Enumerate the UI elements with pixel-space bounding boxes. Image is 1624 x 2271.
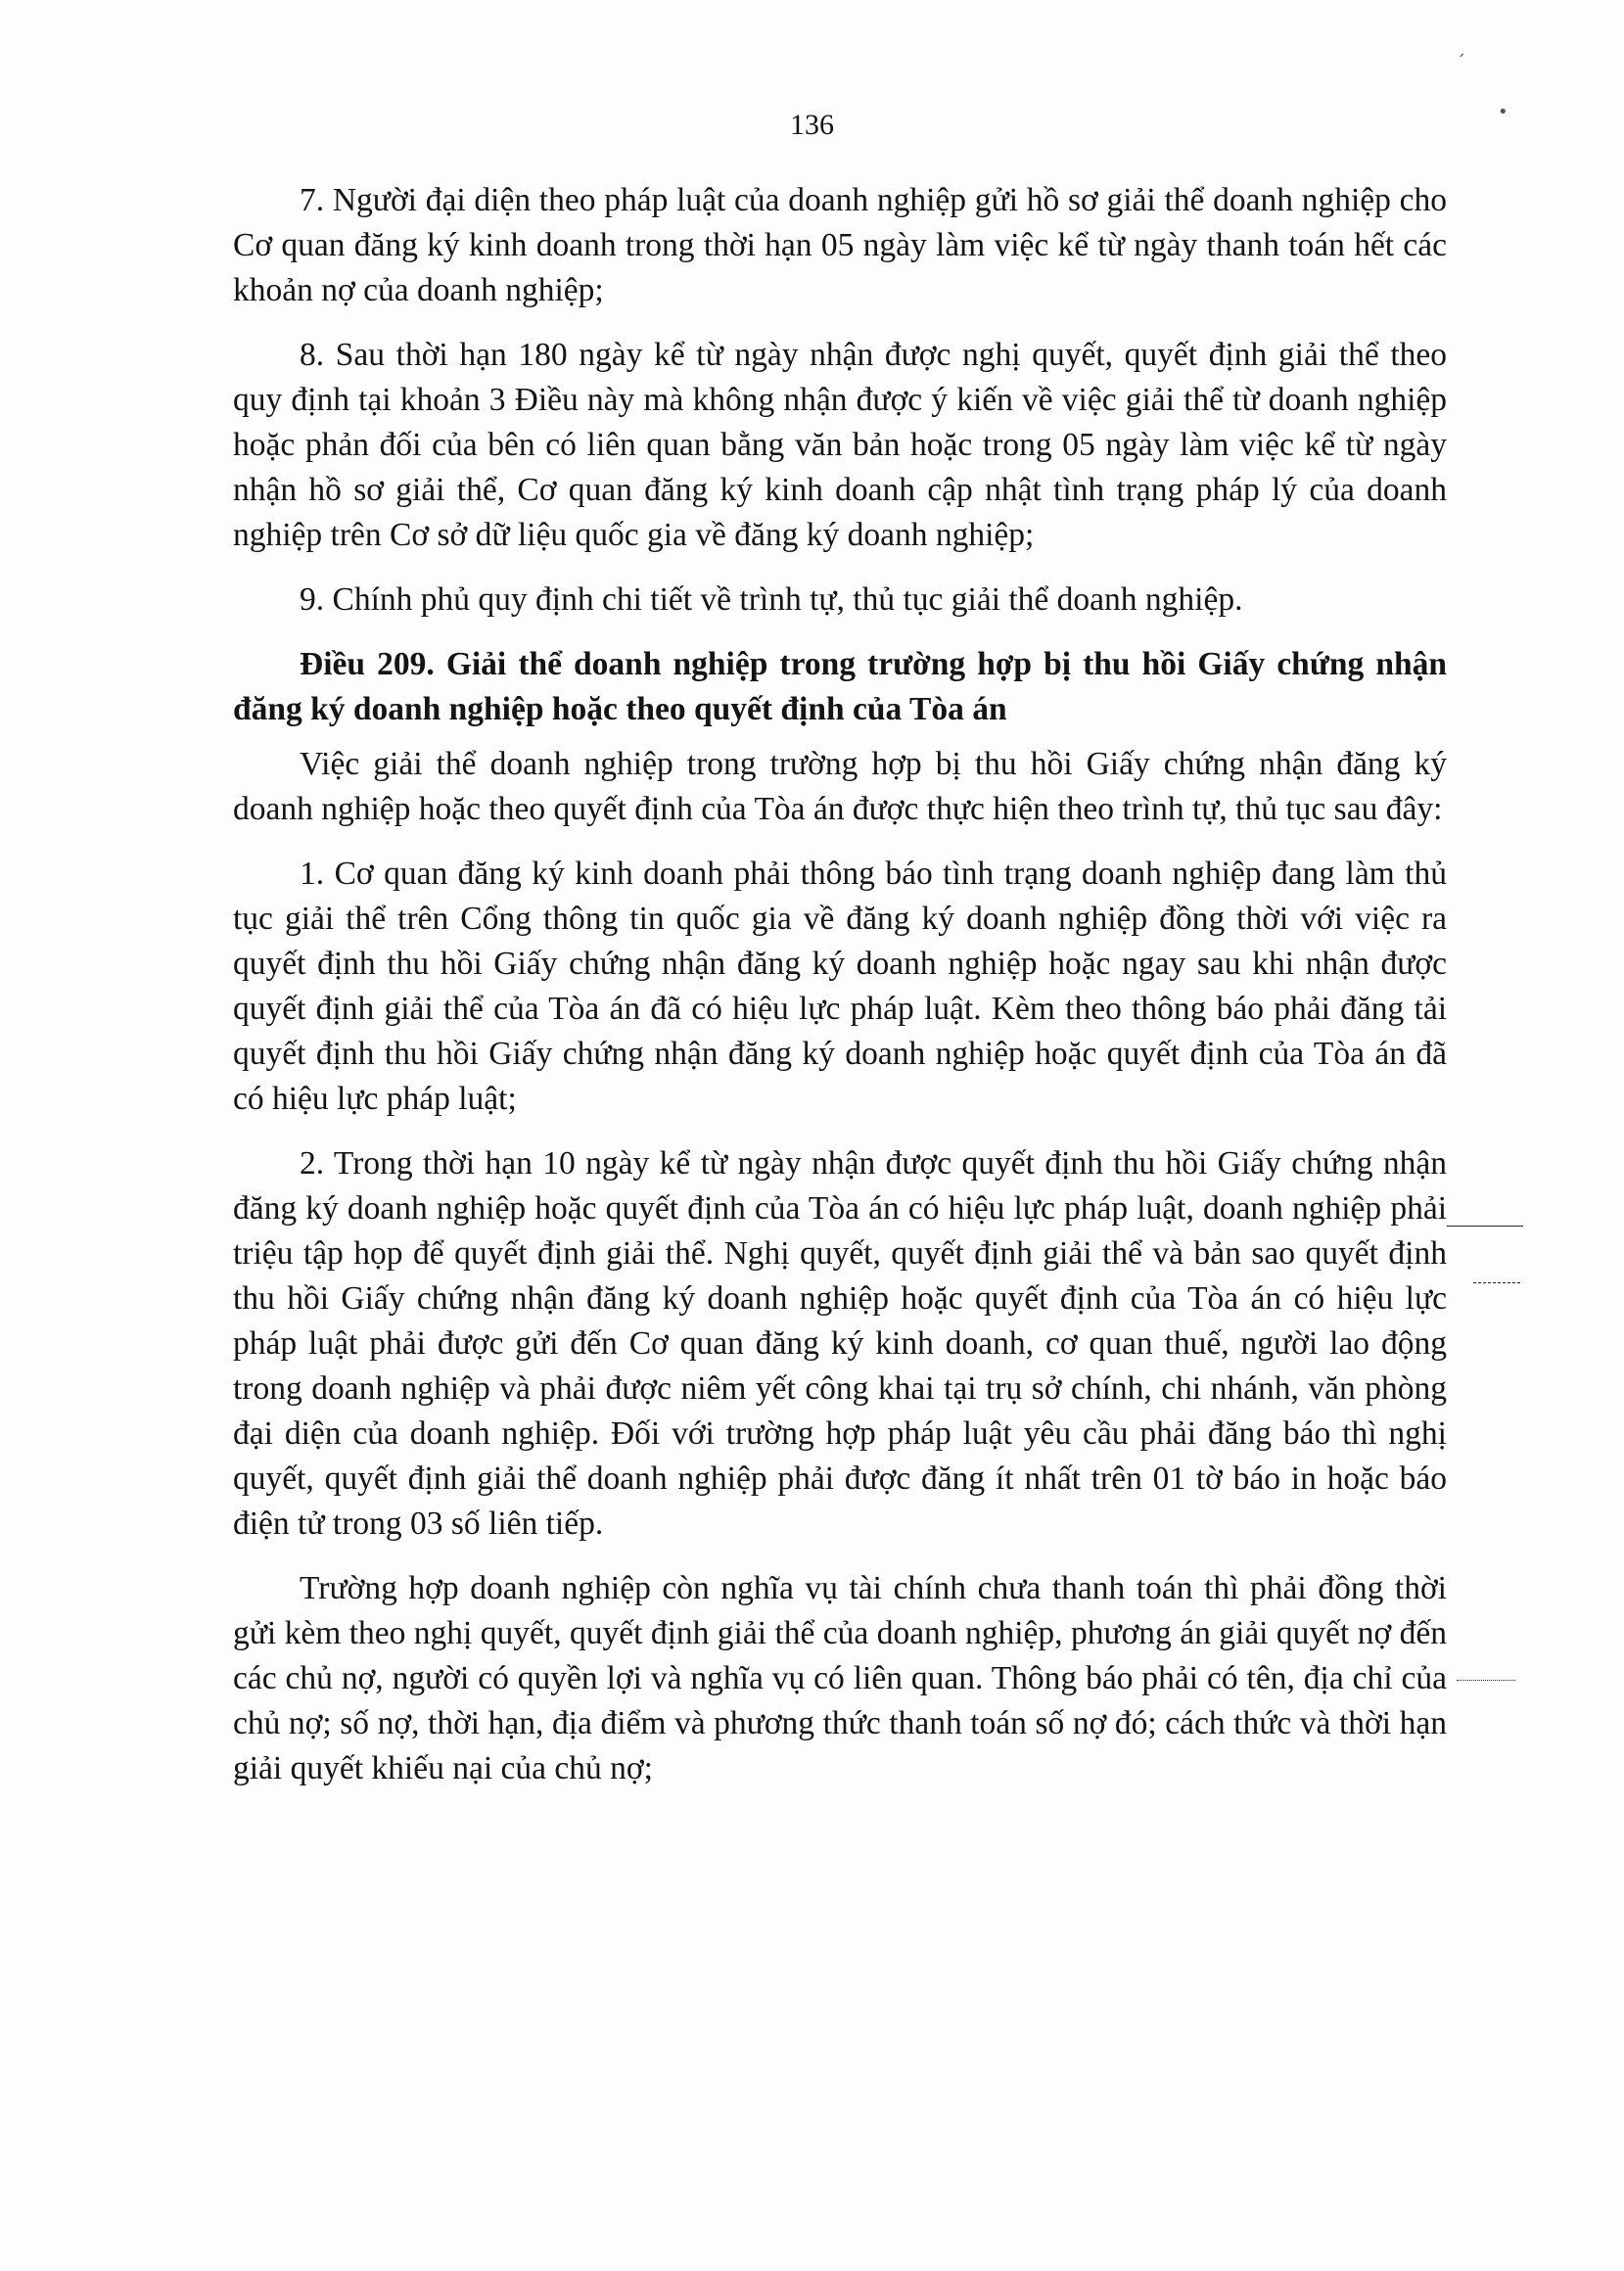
paragraph-intro: Việc giải thể doanh nghiệp trong trường hợp bị thu hồi Giấy chứng nhận đăng ký doanh nghiệp hoặc theo quyết định của Tòa án được thực hiện theo trình tự, thủ tục sau đây:	[233, 746, 1447, 827]
scan-speck: ˏ	[1457, 37, 1465, 58]
document-body	[233, 178, 1447, 1811]
article-label: Điều 209.	[300, 646, 435, 682]
margin-rule	[1447, 1226, 1523, 1227]
paragraph-clause-7: 7. Người đại diện theo pháp luật của doanh nghiệp gửi hồ sơ giải thể doanh nghiệp cho Cơ quan đăng ký kinh doanh trong thời hạn 05 ngày làm việc kể từ ngày thanh toán hết các khoản nợ của doanh nghiệp;	[233, 182, 1447, 308]
paragraph-clause-9: 9. Chính phủ quy định chi tiết về trình tự, thủ tục giải thể doanh nghiệp.	[300, 581, 1243, 618]
page-number: 136	[790, 109, 834, 141]
article-title: Giải thể doanh nghiệp trong trường hợp bị thu hồi Giấy chứng nhận đăng ký doanh nghiệp hoặc theo quyết định của Tòa án	[233, 646, 1448, 727]
article-heading	[233, 642, 1447, 732]
paragraph-clause-8: 8. Sau thời hạn 180 ngày kể từ ngày nhận được nghị quyết, quyết định giải thể theo quy định tại khoản 3 Điều này mà không nhận được ý kiến về việc giải thể từ doanh nghiệp hoặc phản đối của bên có liên quan bằng văn bản hoặc trong 05 ngày làm việc kể từ ngày nhận hồ sơ giải thể, Cơ quan đăng ký kinh doanh cập nhật tình trạng pháp lý của doanh nghiệp trên Cơ sở dữ liệu quốc gia về đăng ký doanh nghiệp;	[233, 337, 1447, 553]
margin-rule	[1473, 1282, 1520, 1283]
scan-speck: •	[1498, 102, 1508, 122]
margin-rule	[1457, 1680, 1515, 1681]
paragraph-clause-1: 1. Cơ quan đăng ký kinh doanh phải thông báo tình trạng doanh nghiệp đang làm thủ tục giải thể trên Cổng thông tin quốc gia về đăng ký doanh nghiệp đồng thời với việc ra quyết định thu hồi Giấy chứng nhận đăng ký doanh nghiệp hoặc ngay sau khi nhận được quyết định giải thể của Tòa án đã có hiệu lực pháp luật. Kèm theo thông báo phải đăng tải quyết định thu hồi Giấy chứng nhận đăng ký doanh nghiệp hoặc quyết định của Tòa án đã có hiệu lực pháp luật;	[233, 856, 1447, 1117]
paragraph-debt-case: Trường hợp doanh nghiệp còn nghĩa vụ tài chính chưa thanh toán thì phải đồng thời gửi kèm theo nghị quyết, quyết định giải thể của doanh nghiệp, phương án giải quyết nợ đến các chủ nợ, người có quyền lợi và nghĩa vụ có liên quan. Thông báo phải có tên, địa chỉ của chủ nợ; số nợ, thời hạn, địa điểm và phương thức thanh toán số nợ đó; cách thức và thời hạn giải quyết khiếu nại của chủ nợ;	[233, 1570, 1447, 1786]
paragraph-clause-2: 2. Trong thời hạn 10 ngày kể từ ngày nhận được quyết định thu hồi Giấy chứng nhận đăng ký doanh nghiệp hoặc quyết định của Tòa án có hiệu lực pháp luật, doanh nghiệp phải triệu tập họp để quyết định giải thể. Nghị quyết, quyết định giải thể và bản sao quyết định thu hồi Giấy chứng nhận đăng ký doanh nghiệp hoặc quyết định của Tòa án có hiệu lực pháp luật phải được gửi đến Cơ quan đăng ký kinh doanh, cơ quan thuế, người lao động trong doanh nghiệp và phải được niêm yết công khai tại trụ sở chính, chi nhánh, văn phòng đại diện của doanh nghiệp. Đối với trường hợp pháp luật yêu cầu phải đăng báo thì nghị quyết, quyết định giải thể doanh nghiệp phải được đăng ít nhất trên 01 tờ báo in hoặc báo điện tử trong 03 số liên tiếp.	[233, 1145, 1447, 1542]
